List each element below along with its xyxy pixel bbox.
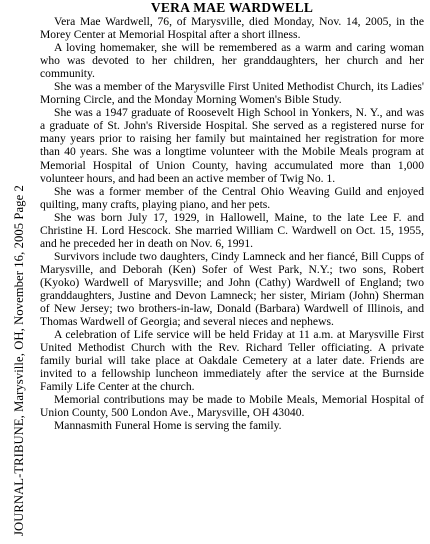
paragraph-birth-marriage: She was born July 17, 1929, in Hallowell, Maine, to the late Lee F. and Christine H. Lord Hescock. She married William C. Wardwell on Oct. 15, 1955, and he preceded her in death on Nov. 6, 1991. bbox=[40, 210, 424, 250]
paragraph-memorials: Memorial contributions may be made to Mobile Meals, Memorial Hospital of Union County, 500 London Ave., Marysville, OH 43040. bbox=[40, 393, 424, 420]
paragraph-remembrance: A loving homemaker, she will be remembered as a warm and caring woman who was devoted to her children, her granddaughters, her church and her community. bbox=[40, 41, 424, 81]
source-caption: JOURNAL-TRIBUNE, Marysville, OH, November 16, 2005 Page 2 bbox=[12, 185, 26, 536]
headline: VERA MAE WARDWELL bbox=[150, 0, 314, 15]
obituary-article bbox=[40, 0, 424, 433]
paragraph-death-notice: Vera Mae Wardwell, 76, of Marysville, died Monday, Nov. 14, 2005, in the Morey Center at Memorial Hospital after a short illness. bbox=[40, 15, 424, 42]
paragraph-service: A celebration of Life service will be held Friday at 11 a.m. at Marysville First United Methodist Church with the Rev. Richard Teller officiating. A private family burial will take place at Oakdale Cemetery at a later date. Friends are invited to a fellowship luncheon immediately after the service at the Burnside Family Life Center at the church. bbox=[40, 328, 424, 394]
obituary-body bbox=[40, 15, 424, 433]
paragraph-funeral-home: Mannasmith Funeral Home is serving the family. bbox=[54, 419, 282, 433]
paragraph-hobbies: She was a former member of the Central Ohio Weaving Guild and enjoyed quilting, many crafts, playing piano, and her pets. bbox=[40, 184, 424, 211]
paragraph-education-career: She was a 1947 graduate of Roosevelt High School in Yonkers, N. Y., and was a graduate of St. John's Riverside Hospital. She served as a registered nurse for many years prior to raising her family but maintained her registration for more than 40 years. She was a longtime volunteer with the Mobile Meals program at Memorial Hospital of Union County, having accumulated more than 1,000 volunteer hours, and had been an active member of Twig No. 1. bbox=[40, 106, 424, 185]
paragraph-survivors: Survivors include two daughters, Cindy Lamneck and her fiancé, Bill Cupps of Marysville, and Deborah (Ken) Sofer of West Park, N.Y.; two sons, Robert (Kyoko) Wardwell of Marysville; and John (Cathy) Wardwell of England; two granddaughters, Justine and Devon Lamneck; her sister, Miriam (John) Sherman of New Jersey; two brothers-in-law, Donald (Barbara) Wardwell of Illinois, and Thomas Wardwell of Georgia; and several nieces and nephews. bbox=[40, 249, 424, 329]
paragraph-church: She was a member of the Marysville First United Methodist Church, its Ladies' Morning Circle, and the Monday Morning Women's Bible Study. bbox=[40, 80, 424, 107]
